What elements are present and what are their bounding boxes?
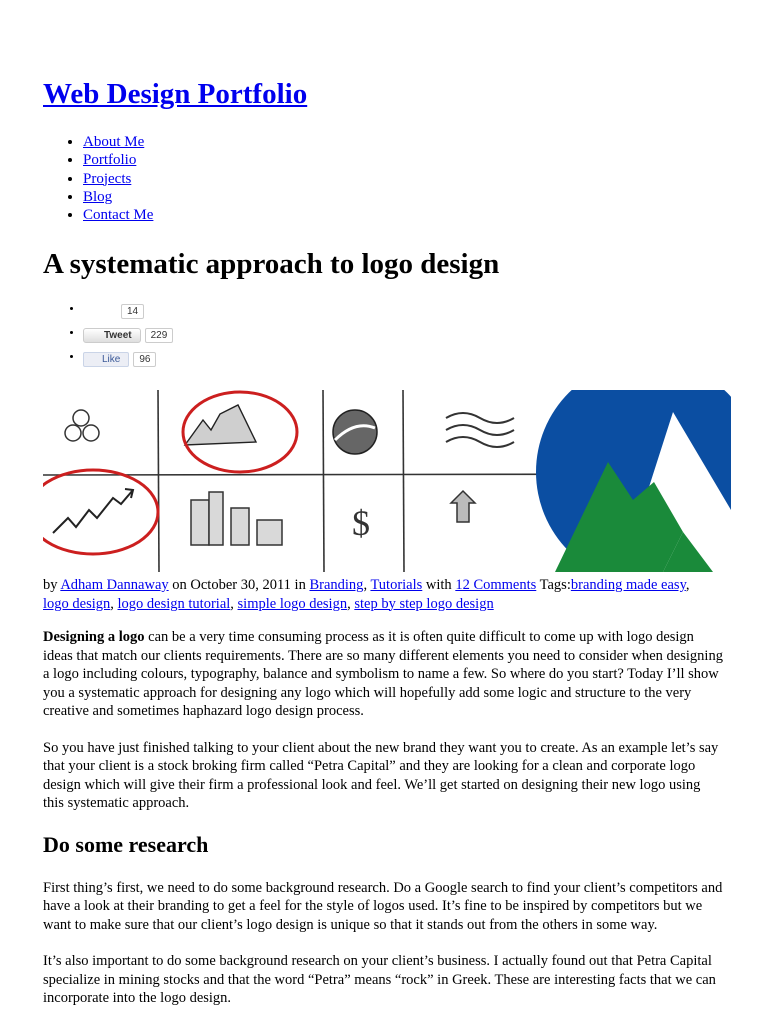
category-branding-link[interactable]: Branding (309, 577, 364, 593)
category-tutorials-link[interactable]: Tutorials (370, 577, 423, 593)
post-content (43, 628, 723, 1026)
post-title: A systematic approach to logo design (43, 248, 500, 280)
nav-item-portfolio (83, 151, 153, 169)
site-title-link[interactable]: Web Design Portfolio (43, 78, 308, 110)
nav-item-projects (83, 170, 153, 188)
author-link[interactable]: Adham Dannaway (60, 577, 169, 593)
paragraph-3: First thing’s first, we need to do some background research. Do a Google search to find your client’s competitors and have a look at their branding to get a feel for the style of logos used. It’s fine to be inspired by competitors but we want to make sure that our client’s logo design is unique so that it stands out from the others in some way. (43, 879, 723, 933)
nav-link-portfolio[interactable]: Portfolio (83, 152, 137, 169)
main-nav (43, 133, 153, 224)
like-count: 96 (133, 352, 156, 367)
tag-link-simple-logo-design[interactable]: simple logo design (237, 595, 348, 612)
nav-link-projects[interactable]: Projects (83, 170, 132, 187)
sphere-sketch-icon (333, 410, 377, 454)
like-button[interactable]: Like (83, 352, 129, 367)
paragraph-intro (43, 628, 723, 721)
plusone-count[interactable]: 14 (121, 304, 144, 319)
dollar-sketch-icon: $ (352, 503, 370, 543)
nav-link-blog[interactable]: Blog (83, 188, 113, 205)
meta-date: on October 30, 2011 in (168, 577, 310, 593)
meta-by: by (43, 577, 61, 593)
section-heading-research: Do some research (43, 831, 209, 857)
comments-link[interactable]: 12 Comments (455, 577, 537, 593)
intro-bold: Designing a logo (43, 629, 145, 645)
meta-tags-label: Tags: (536, 577, 571, 593)
tweet-button[interactable]: Tweet (83, 328, 141, 343)
logo-sketch-grid (43, 390, 731, 572)
hero-image (43, 390, 731, 572)
tag-link-branding-made-easy[interactable]: branding made easy (570, 577, 686, 593)
tag-link-logo-design[interactable]: logo design (43, 595, 111, 612)
paragraph-4: It’s also important to do some background research on your client’s business. I actually found out that Petra Capital specialize in mining stocks and that the word “Petra” means “rock” in Greek. These are interesting facts that we can incorporate into the logo design. (43, 953, 716, 1006)
meta-with: with (422, 577, 456, 593)
nav-item-about (83, 133, 153, 151)
intro-text: can be a very time consuming process as it is often quite difficult to come up with logo design ideas that match our clients requirements. There are so many different elements you need to consider when designing a logo including colours, typography, balance and symbolism to name a few. So where do you start? Today I’ll show you a systematic approach for designing any logo which will hopefully add some logic and structure to the very creative and sometimes haphazard logo design process. (43, 629, 723, 719)
post-meta: by Adham Dannaway on October 30, 2011 in Branding, Tutorials with 12 Comments Tags:branding made easy, logo design, logo design tutorial, simple logo design, step by step logo design (43, 577, 690, 612)
meta-sep: , (363, 577, 371, 593)
nav-link-contact[interactable]: Contact Me (83, 207, 154, 224)
nav-item-contact (83, 206, 153, 224)
tag-link-step-by-step-logo-design[interactable]: step by step logo design (354, 595, 494, 612)
tweet-count: 229 (145, 328, 174, 343)
paragraph-2: So you have just finished talking to your client about the new brand they want you to create. As an example let’s say that your client is a stock broking firm called “Petra Capital” and they are looking for a clean and corporate logo design which will give their firm a professional look and feel. We’ll get started on designing their new logo using this systematic approach. (43, 739, 719, 811)
share-buttons (43, 303, 168, 375)
nav-item-blog (83, 188, 153, 206)
tag-link-logo-design-tutorial[interactable]: logo design tutorial (117, 595, 231, 612)
petra-capital-logo-icon (536, 390, 731, 572)
nav-link-about[interactable]: About Me (83, 134, 145, 150)
site-title (43, 76, 307, 112)
